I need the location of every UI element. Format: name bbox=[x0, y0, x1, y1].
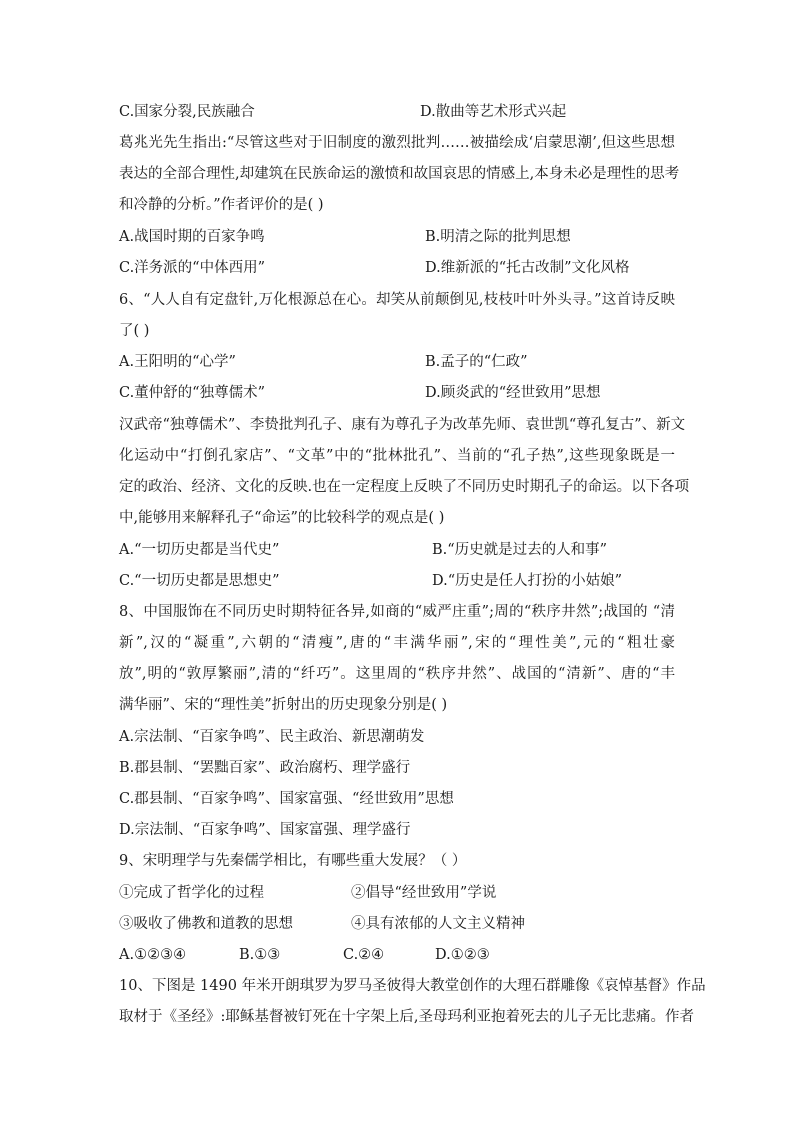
q7-option-b: B.“历史就是过去的人和事” bbox=[432, 542, 608, 558]
q5-option-b: B.明清之际的批判思想 bbox=[425, 229, 571, 245]
q8-option-d: D.宗法制、“百家争鸣”、国家富强、理学盛行 bbox=[119, 822, 411, 838]
q6-option-c: C.董仲舒的“独尊儒术” bbox=[119, 385, 266, 401]
q5-stem-line-3: 和冷静的分析。”作者评价的是( ) bbox=[119, 197, 324, 213]
q10-stem-line-1: 10、下图是 1490 年米开朗琪罗为罗马圣彼得大教堂创作的大理石群雕像《哀悼基督》作品 bbox=[119, 978, 706, 994]
q7-option-d: D.“历史是任人打扮的小姑娘” bbox=[432, 573, 623, 589]
q8-stem-line-2: 新”,汉的“凝重”,六朝的“清瘦”,唐的“丰满华丽”,宋的“理性美”,元的“粗壮豪 bbox=[119, 635, 675, 651]
q5-stem-line-2: 表达的全部合理性,却建筑在民族命运的激愤和故国哀思的情感上,本身未必是理性的思考 bbox=[119, 166, 680, 182]
q9-item-4: ④具有浓郁的人文主义精神 bbox=[351, 916, 525, 932]
q5-option-c: C.洋务派的“中体西用” bbox=[119, 260, 266, 276]
q6-stem-line-2: 了( ) bbox=[119, 323, 150, 339]
q8-option-a: A.宗法制、“百家争鸣”、民主政治、新思潮萌发 bbox=[119, 729, 425, 745]
q8-stem-line-3: 放”,明的“敦厚繁丽”,清的“纤巧”。这里周的“秩序井然”、战国的“清新”、唐的“丰 bbox=[119, 666, 675, 682]
q6-option-a: A.王阳明的“心学” bbox=[119, 354, 236, 370]
q10-stem-line-2: 取材于《圣经》:耶稣基督被钉死在十字架上后,圣母玛利亚抱着死去的儿子无比悲痛。作者 bbox=[119, 1009, 694, 1025]
q9-item-1: ①完成了哲学化的过程 bbox=[119, 885, 264, 901]
q5-stem-line-1: 葛兆光先生指出:“尽管这些对于旧制度的激烈批判……被描绘成‘启蒙思潮’,但这些思想 bbox=[119, 135, 675, 151]
q4-option-d: D.散曲等艺术形式兴起 bbox=[420, 104, 567, 120]
q7-option-c: C.“一切历史都是思想史” bbox=[119, 573, 280, 589]
q7-stem-line-2: 化运动中“打倒孔家店”、“文革”中的“批林批孔”、当前的“孔子热”,这些现象既是一 bbox=[119, 448, 675, 464]
q7-stem-line-1: 汉武帝“独尊儒术”、李贽批判孔子、康有为尊孔子为改革先师、袁世凯“尊孔复古”、新文 bbox=[119, 417, 686, 433]
q7-option-a: A.“一切历史都是当代史” bbox=[119, 542, 280, 558]
q7-stem-line-4: 中,能够用来解释孔子“命运”的比较科学的观点是( ) bbox=[119, 510, 445, 526]
q4-option-c: C.国家分裂,民族融合 bbox=[119, 104, 255, 120]
q9-item-2: ②倡导“经世致用”学说 bbox=[351, 885, 497, 901]
q5-option-a: A.战国时期的百家争鸣 bbox=[119, 229, 265, 245]
q9-option-d: D.①②③ bbox=[435, 947, 490, 963]
q7-stem-line-3: 定的政治、经济、文化的反映.也在一定程度上反映了不同历史时期孔子的命运。以下各项 bbox=[119, 479, 690, 495]
q5-option-d: D.维新派的“托古改制”文化风格 bbox=[425, 260, 630, 276]
q8-stem-line-1: 8、中国服饰在不同历史时期特征各异,如商的“威严庄重”;周的“秩序井然”;战国的 “清 bbox=[119, 604, 675, 620]
q8-option-c: C.郡县制、“百家争鸣”、国家富强、“经世致用”思想 bbox=[119, 791, 454, 807]
q9-item-3: ③吸收了佛教和道教的思想 bbox=[119, 916, 293, 932]
q6-stem-line-1: 6、“人人自有定盘针,万化根源总在心。却笑从前颠倒见,枝枝叶叶外头寻。”这首诗反映 bbox=[119, 292, 675, 308]
q8-option-b: B.郡县制、“罢黜百家”、政治腐朽、理学盛行 bbox=[119, 760, 411, 776]
q9-option-b: B.①③ bbox=[239, 947, 281, 963]
q6-option-b: B.孟子的“仁政” bbox=[425, 354, 528, 370]
q9-stem: 9、宋明理学与先秦儒学相比，有哪些重大发展？（ ） bbox=[119, 853, 467, 869]
q9-option-a: A.①②③④ bbox=[119, 947, 187, 963]
q6-option-d: D.顾炎武的“经世致用”思想 bbox=[425, 385, 601, 401]
q9-option-c: C.②④ bbox=[343, 947, 385, 963]
q8-stem-line-4: 满华丽”、宋的“理性美”折射出的历史现象分别是( ) bbox=[119, 697, 448, 713]
